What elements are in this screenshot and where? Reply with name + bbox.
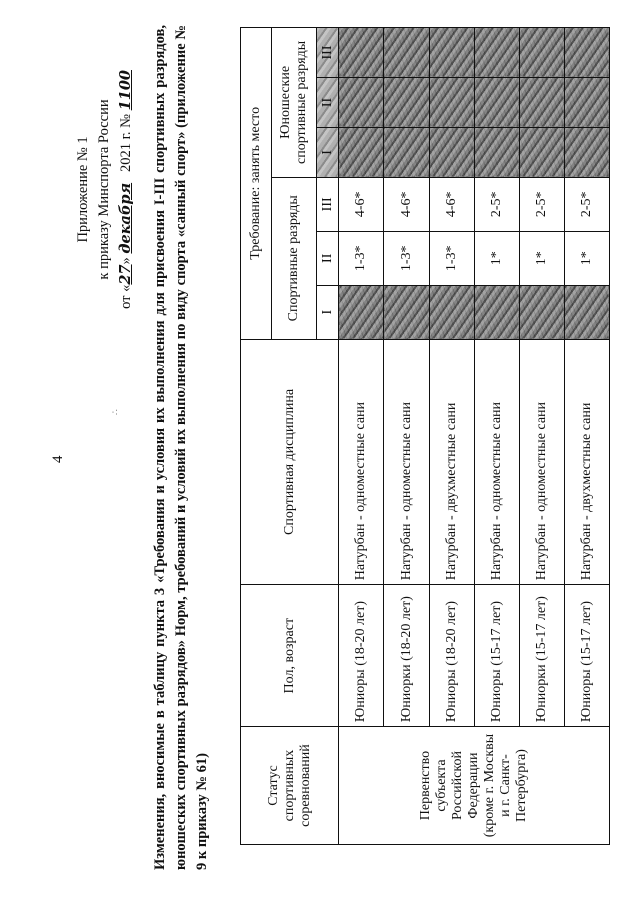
appendix-title: Приложение № 1 <box>75 136 91 243</box>
header-youth-i: I <box>316 127 339 177</box>
youth-iii-cell <box>474 28 519 78</box>
gender-age-cell: Юниорки (18-20 лет) <box>384 585 429 727</box>
rank-ii-cell: 1* <box>564 231 609 285</box>
gender-age-cell: Юниоры (15-17 лет) <box>564 585 609 727</box>
gender-age-cell: Юниорки (15-17 лет) <box>519 585 564 727</box>
rank-iii-cell: 4-6* <box>339 177 384 231</box>
youth-iii-cell <box>384 28 429 78</box>
header-status: Статус спортивных соревнований <box>241 727 339 845</box>
youth-iii-cell <box>339 28 384 78</box>
rank-ii-cell: 1* <box>519 231 564 285</box>
page-number: 4 <box>50 455 66 463</box>
discipline-cell: Натурбан - одноместные сани <box>384 339 429 585</box>
header-youth-ii: II <box>316 78 339 128</box>
table-row <box>564 28 609 845</box>
table-row <box>339 28 384 845</box>
gender-age-cell: Юниоры (15-17 лет) <box>474 585 519 727</box>
rank-ii-cell: 1* <box>474 231 519 285</box>
rank-iii-cell: 4-6* <box>384 177 429 231</box>
rank-iii-cell: 2-5* <box>519 177 564 231</box>
appendix-order-ref: к приказу Минспорта России <box>96 99 112 280</box>
table-row <box>429 28 474 845</box>
header-rank-ii: II <box>316 231 339 285</box>
youth-iii-cell <box>564 28 609 78</box>
youth-ii-cell <box>474 78 519 128</box>
rank-i-cell <box>429 285 474 339</box>
document-heading: Изменения, вносимые в таблицу пункта 3 «Требования и условия их выполнения для присвоения I-III спортивных разрядов, юношеских спортивных разрядов» Норм, требований и условий их выполнения по виду спорта «санный спорт» (приложение № 9 к приказу № 61) <box>152 25 210 870</box>
rank-iii-cell: 4-6* <box>429 177 474 231</box>
youth-iii-cell <box>519 28 564 78</box>
gender-age-cell: Юниоры (18-20 лет) <box>429 585 474 727</box>
appendix-block <box>73 70 137 309</box>
youth-i-cell <box>384 127 429 177</box>
header-sport-ranks: Спортивные разряды <box>271 177 316 339</box>
rank-i-cell <box>339 285 384 339</box>
discipline-cell: Натурбан - двухместные сани <box>429 339 474 585</box>
rank-ii-cell: 1-3* <box>384 231 429 285</box>
header-discipline: Спортивная дисциплина <box>241 339 339 585</box>
rank-i-cell <box>564 285 609 339</box>
youth-ii-cell <box>519 78 564 128</box>
table-row <box>519 28 564 845</box>
youth-i-cell <box>339 127 384 177</box>
table-row <box>474 28 519 845</box>
date-prefix: от « <box>118 284 134 309</box>
youth-iii-cell <box>429 28 474 78</box>
date-month: декабря <box>117 182 134 254</box>
youth-ii-cell <box>564 78 609 128</box>
header-youth-iii: III <box>316 28 339 78</box>
youth-i-cell <box>519 127 564 177</box>
status-cell: Первенство субъекта Российской Федерации (кроме г. Москвы и г. Санкт-Петербурга) <box>339 727 610 845</box>
header-youth-ranks: Юношеские спортивные разряды <box>271 28 316 178</box>
header-gender-age: Пол, возраст <box>241 585 339 727</box>
rank-ii-cell: 1-3* <box>339 231 384 285</box>
rank-i-cell <box>384 285 429 339</box>
youth-i-cell <box>429 127 474 177</box>
header-rank-iii: III <box>316 177 339 231</box>
rank-ii-cell: 1-3* <box>429 231 474 285</box>
discipline-cell: Натурбан - двухместные сани <box>564 339 609 585</box>
discipline-cell: Натурбан - одноместные сани <box>519 339 564 585</box>
youth-i-cell <box>474 127 519 177</box>
header-rank-i: I <box>316 285 339 339</box>
date-day: 27 <box>117 264 134 285</box>
discipline-cell: Натурбан - одноместные сани <box>474 339 519 585</box>
youth-ii-cell <box>339 78 384 128</box>
order-number: 1100 <box>117 70 134 111</box>
rank-iii-cell: 2-5* <box>564 177 609 231</box>
rank-i-cell <box>474 285 519 339</box>
appendix-date-line: от «27» декабря 2021 г. № 1100 <box>117 70 134 309</box>
scan-mark: ∴ <box>110 409 120 415</box>
rank-iii-cell: 2-5* <box>474 177 519 231</box>
rank-i-cell <box>519 285 564 339</box>
youth-ii-cell <box>384 78 429 128</box>
youth-i-cell <box>564 127 609 177</box>
gender-age-cell: Юниоры (18-20 лет) <box>339 585 384 727</box>
date-year: 2021 г. № <box>118 113 134 173</box>
table-row <box>384 28 429 845</box>
header-requirement: Требование: занять место <box>241 28 272 340</box>
requirements-table <box>240 27 610 845</box>
discipline-cell: Натурбан - одноместные сани <box>339 339 384 585</box>
youth-ii-cell <box>429 78 474 128</box>
